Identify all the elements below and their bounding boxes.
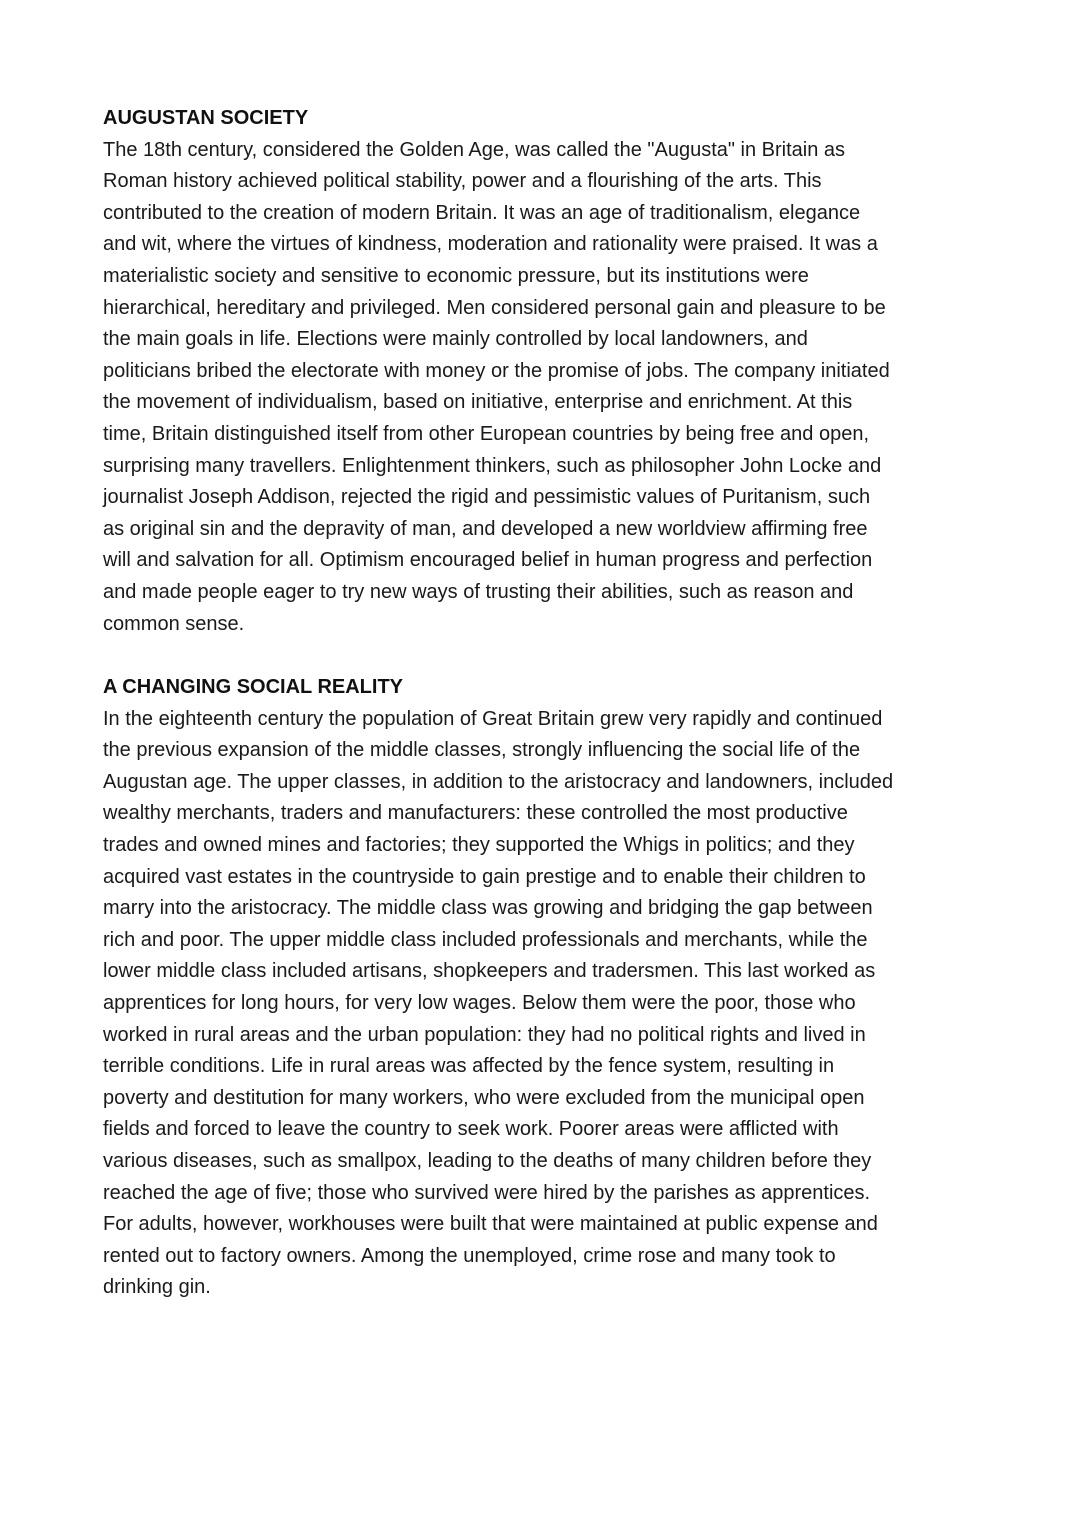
text-line: rich and poor. The upper middle class included professionals and merchants, while the <box>103 928 868 951</box>
section-body <box>103 135 983 641</box>
text-line: surprising many travellers. Enlightenment thinkers, such as philosopher John Locke and <box>103 454 882 477</box>
section-body <box>103 704 983 1304</box>
text-line: politicians bribed the electorate with money or the promise of jobs. The company initiated <box>103 359 890 382</box>
text-line: fields and forced to leave the country to seek work. Poorer areas were afflicted with <box>103 1118 839 1141</box>
text-line: as original sin and the depravity of man, and developed a new worldview affirming free <box>103 517 868 540</box>
text-line: the previous expansion of the middle classes, strongly influencing the social life of the <box>103 739 861 762</box>
text-line: acquired vast estates in the countryside to gain prestige and to enable their children to <box>103 865 866 888</box>
text-line: journalist Joseph Addison, rejected the rigid and pessimistic values of Puritanism, such <box>103 486 871 509</box>
text-line: will and salvation for all. Optimism encouraged belief in human progress and perfection <box>103 549 873 572</box>
text-line: time, Britain distinguished itself from other European countries by being free and open, <box>103 422 869 445</box>
text-line: apprentices for long hours, for very low wages. Below them were the poor, those who <box>103 992 856 1015</box>
text-line: Augustan age. The upper classes, in addition to the aristocracy and landowners, included <box>103 770 894 793</box>
text-line: trades and owned mines and factories; they supported the Whigs in politics; and they <box>103 834 855 857</box>
text-line: For adults, however, workhouses were built that were maintained at public expense and <box>103 1213 878 1236</box>
text-line: Roman history achieved political stability, power and a flourishing of the arts. This <box>103 170 822 193</box>
text-line: terrible conditions. Life in rural areas was affected by the fence system, resulting in <box>103 1055 835 1078</box>
text-line: The 18th century, considered the Golden Age, was called the "Augusta" in Britain as <box>103 138 846 161</box>
text-line: the movement of individualism, based on initiative, enterprise and enrichment. At this <box>103 391 853 414</box>
document-page <box>103 103 983 1304</box>
text-line: various diseases, such as smallpox, leading to the deaths of many children before they <box>103 1150 872 1172</box>
text-line: contributed to the creation of modern Britain. It was an age of traditionalism, elegance <box>103 201 861 224</box>
text-line: materialistic society and sensitive to economic pressure, but its institutions were <box>103 264 809 287</box>
text-line: and made people eager to try new ways of trusting their abilities, such as reason and <box>103 580 854 603</box>
text-line: and wit, where the virtues of kindness, moderation and rationality were praised. It was a <box>103 233 878 256</box>
text-line: poverty and destitution for many workers, who were excluded from the municipal open <box>103 1086 865 1109</box>
section-augustan-society <box>103 103 983 640</box>
text-line: common sense. <box>103 612 245 635</box>
text-line: reached the age of five; those who survived were hired by the parishes as apprentices. <box>103 1181 871 1204</box>
text-line: In the eighteenth century the population of Great Britain grew very rapidly and continued <box>103 707 883 730</box>
text-line: hierarchical, hereditary and privileged. Men considered personal gain and pleasure to be <box>103 296 886 319</box>
text-line: rented out to factory owners. Among the unemployed, crime rose and many took to <box>103 1244 836 1267</box>
text-line: worked in rural areas and the urban population: they had no political rights and lived in <box>103 1023 866 1046</box>
section-heading: AUGUSTAN SOCIETY <box>103 107 309 129</box>
text-line: wealthy merchants, traders and manufacturers: these controlled the most productive <box>103 802 848 825</box>
section-changing-social-reality <box>103 672 983 1304</box>
text-line: lower middle class included artisans, shopkeepers and tradersmen. This last worked as <box>103 960 876 983</box>
text-line: drinking gin. <box>103 1276 211 1299</box>
section-heading: A CHANGING SOCIAL REALITY <box>103 676 404 699</box>
text-line: the main goals in life. Elections were mainly controlled by local landowners, and <box>103 328 808 351</box>
text-line: marry into the aristocracy. The middle class was growing and bridging the gap between <box>103 897 873 920</box>
